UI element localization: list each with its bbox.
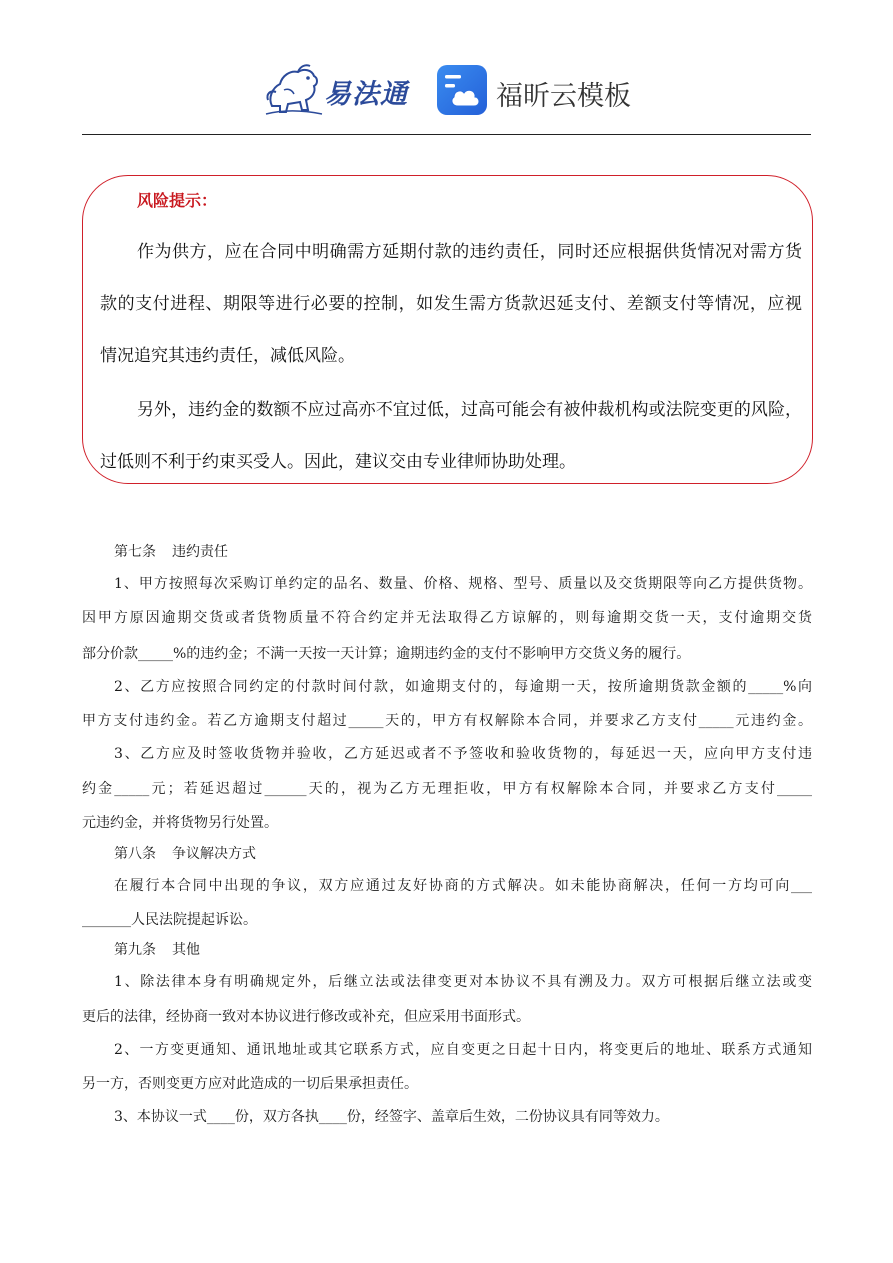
paragraph-line: 2、乙方应按照合同约定的付款时间付款，如逾期支付的，每逾期一天，按所逾期货款金额的_____%向 [114,679,812,695]
risk-notice-line: 情况追究其违约责任，减低风险。 [100,346,355,366]
paragraph-line: 2、一方变更通知、通讯地址或其它联系方式，应自变更之日起十日内，将变更后的地址、联系方式通知 [114,1042,812,1058]
fuxin-logo [436,64,636,118]
paragraph-line: 另一方，否则变更方应对此造成的一切后果承担责任。 [82,1076,418,1092]
article-number: 第八条 [114,846,156,862]
paragraph-line: 约金_____元；若延迟超过______天的，视为乙方无理拒收，甲方有权解除本合同，并要求乙方支付_____ [82,781,812,797]
cloud-document-icon [436,64,488,116]
article-8-heading [114,845,256,863]
fuxin-brand-text: 福昕云模板 [496,81,631,112]
paragraph-line: 3、乙方应及时签收货物并验收，乙方延迟或者不予签收和验收货物的，每延迟一天，应向甲方支付违 [114,746,812,762]
paragraph-line: 更后的法律，经协商一致对本协议进行修改或补充，但应采用书面形式。 [82,1009,530,1025]
yifatong-brand-text: 易法通 [324,79,408,110]
article-title: 争议解决方式 [172,846,256,862]
paragraph-line: 部分价款_____%的违约金；不满一天按一天计算；逾期违约金的支付不影响甲方交货义务的履行。 [82,646,691,662]
paragraph-line: 1、除法律本身有明确规定外，后继立法或法律变更对本协议不具有溯及力。双方可根据后继立法或变 [114,974,812,990]
article-number: 第九条 [114,942,156,958]
paragraph-line: 1、甲方按照每次采购订单约定的品名、数量、价格、规格、型号、质量以及交货期限等向乙方提供货物。 [114,576,812,592]
article-9-heading [114,941,200,959]
paragraph-line: 因甲方原因逾期交货或者货物质量不符合约定并无法取得乙方谅解的，则每逾期交货一天，支付逾期交货 [82,610,812,626]
article-title: 其他 [172,942,200,958]
risk-notice-line: 款的支付进程、期限等进行必要的控制，如发生需方货款迟延支付、差额支付等情况，应视 [100,294,802,314]
paragraph-line: 3、本协议一式____份，双方各执____份，经签字、盖章后生效，二份协议具有同等效力。 [114,1109,669,1125]
risk-notice-line: 作为供方，应在合同中明确需方延期付款的违约责任，同时还应根据供货情况对需方货 [137,242,802,262]
risk-notice-box [82,175,813,484]
article-number: 第七条 [114,544,156,560]
article-7-heading [114,543,228,561]
paragraph-line: 甲方支付违约金。若乙方逾期支付超过_____天的，甲方有权解除本合同，并要求乙方支付_____元违约金。 [82,713,812,729]
yifatong-logo [262,62,412,118]
document-header [0,58,893,122]
risk-notice-title: 风险提示： [137,191,218,210]
paragraph-line: 在履行本合同中出现的争议，双方应通过友好协商的方式解决。如未能协商解决，任何一方均可向___ [114,878,812,894]
risk-notice-line: 另外，违约金的数额不应过高亦不宜过低，过高可能会有被仲裁机构或法院变更的风险， [137,400,802,420]
article-title: 违约责任 [172,544,228,560]
qilin-emblem-icon [262,62,324,118]
risk-notice-line: 过低则不利于约束买受人。因此，建议交由专业律师协助处理。 [100,452,576,472]
header-divider [82,134,811,135]
paragraph-line: 元违约金，并将货物另行处置。 [82,815,278,831]
paragraph-line: _______人民法院提起诉讼。 [82,912,257,928]
